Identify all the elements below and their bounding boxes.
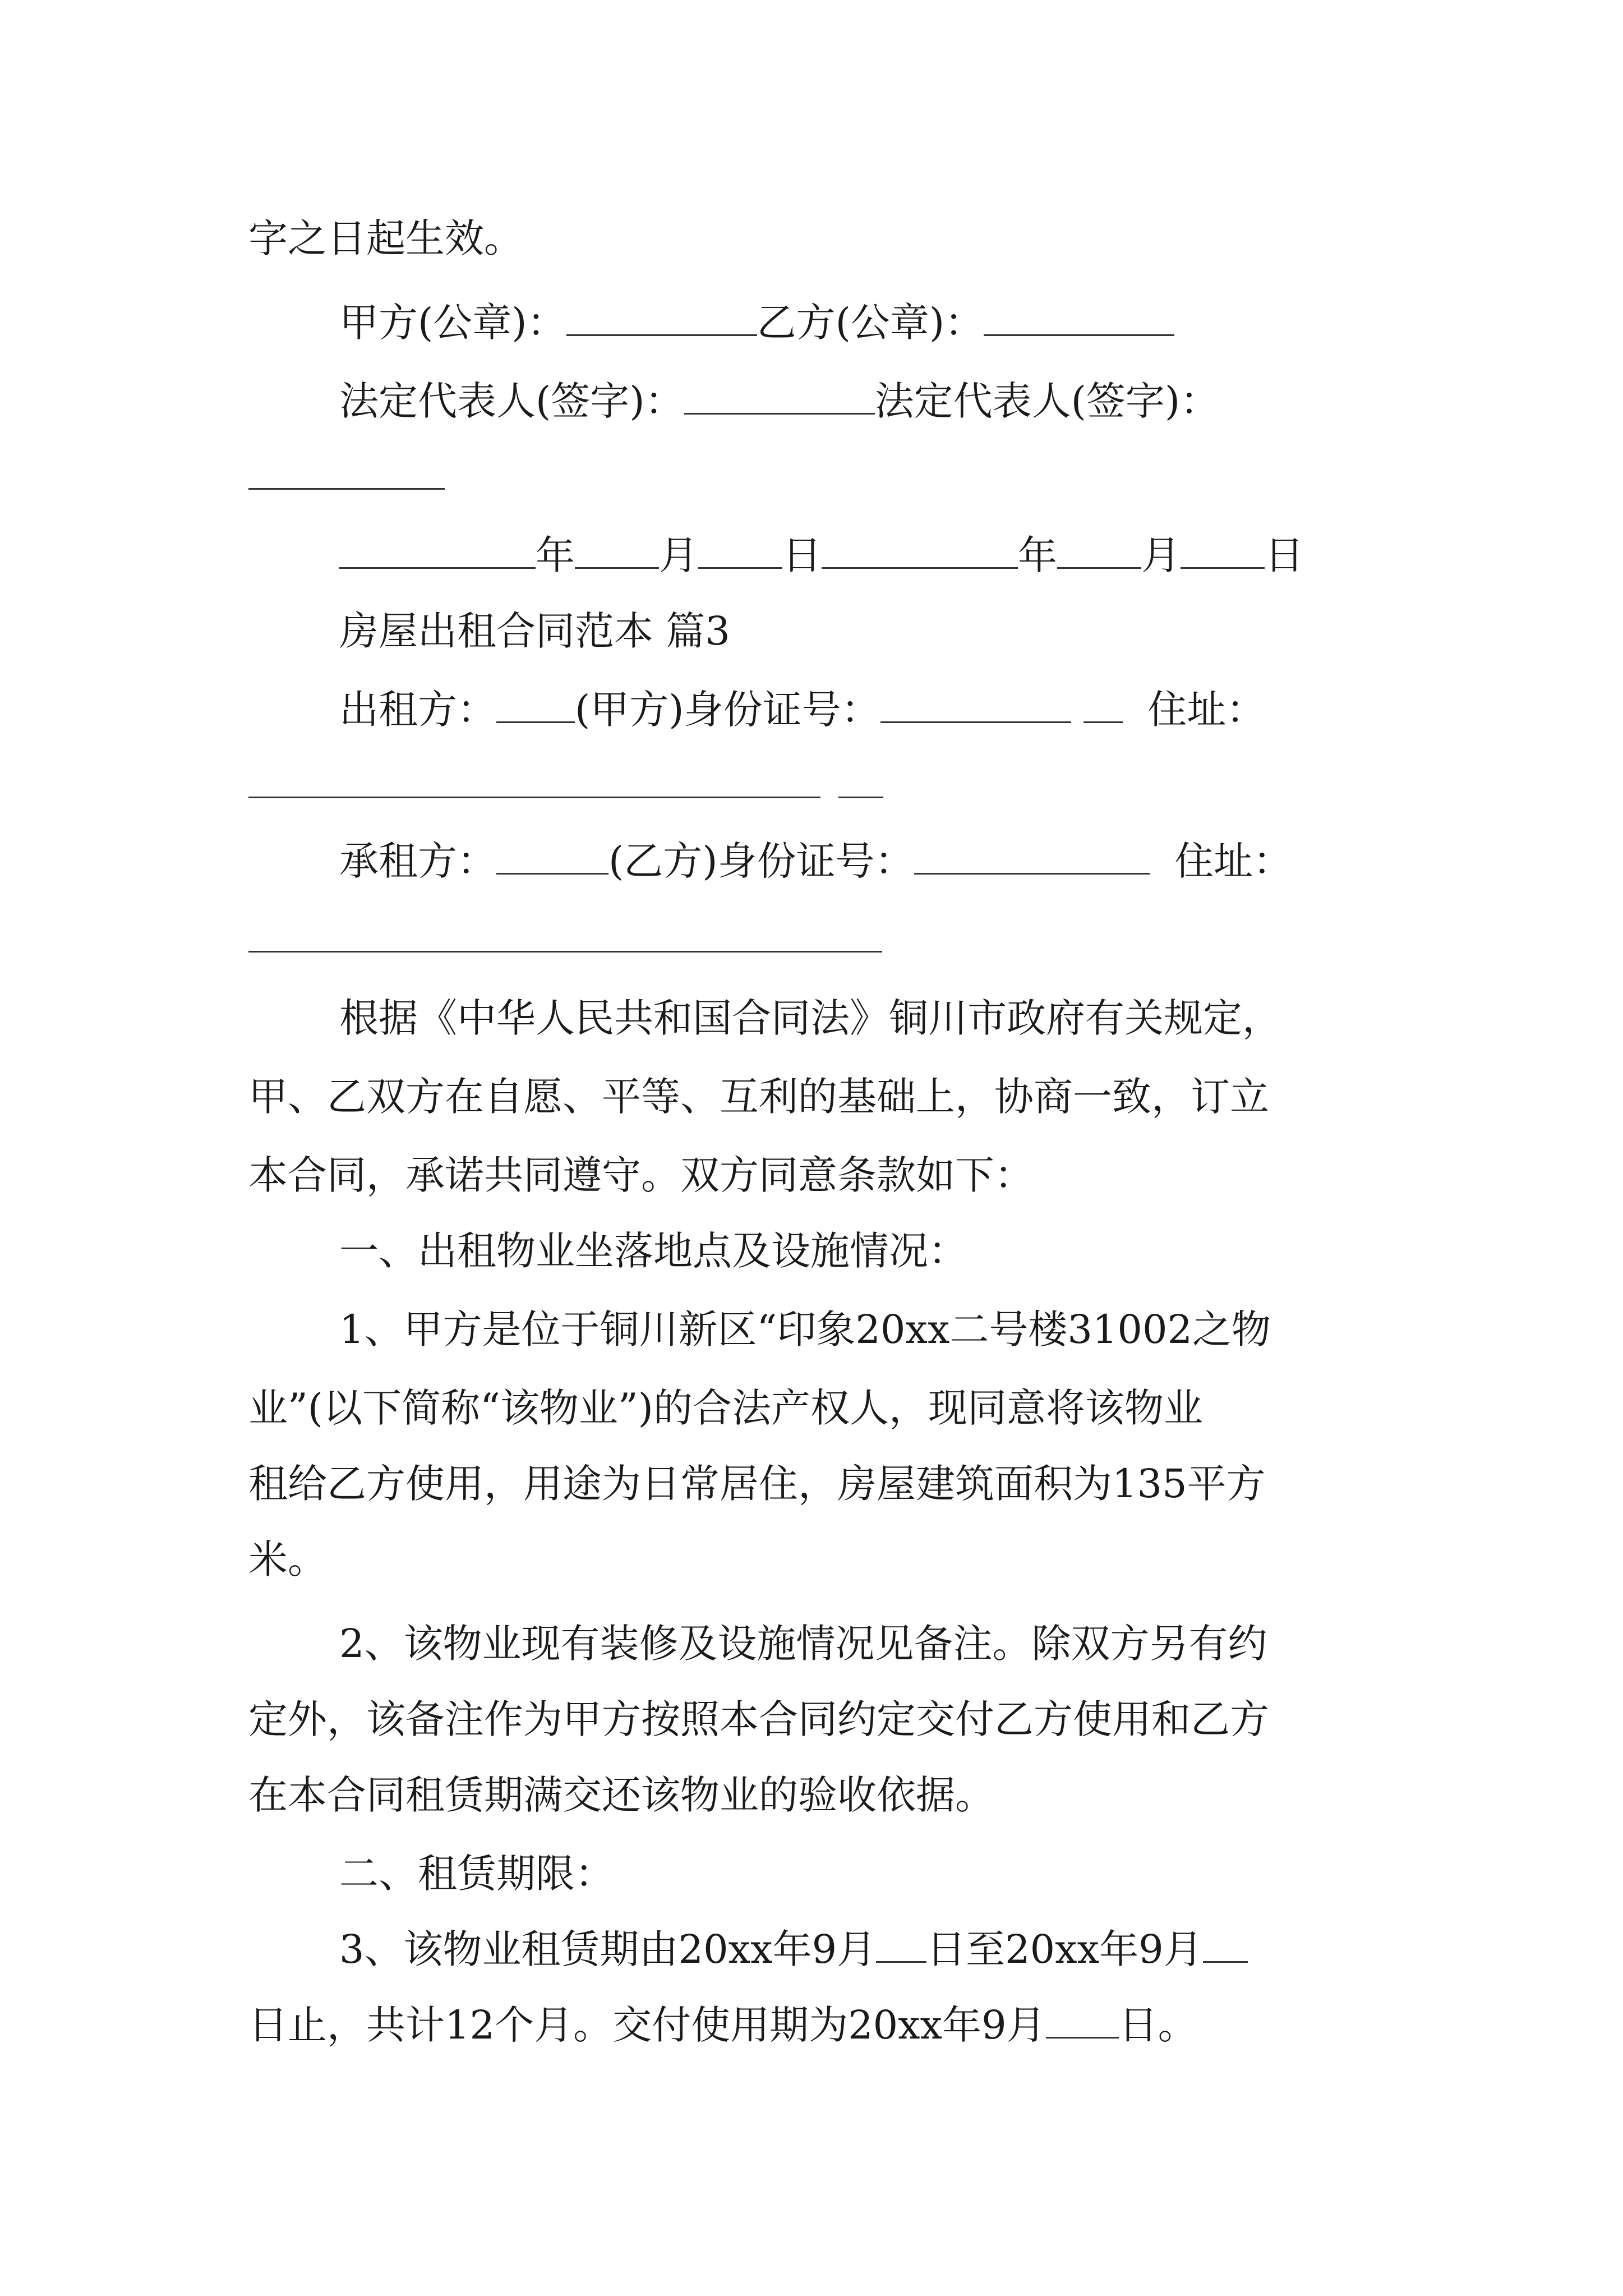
- paragraph-line: 日止，共计12个月。交付使用期为20xx年9月 日。: [248, 2002, 1197, 2048]
- end-day-blank: [1203, 1926, 1248, 1963]
- day-blank-2: [1181, 532, 1265, 569]
- month-blank: [575, 532, 659, 569]
- year-blank-2: [822, 532, 1018, 569]
- lessor-id-blank: [880, 687, 1071, 723]
- section-heading: 房屋出租合同范本 篇3: [339, 608, 730, 654]
- party-a-seal-blank: [566, 300, 757, 336]
- paragraph-line: 在本合同租赁期满交还该物业的验收依据。: [248, 1772, 994, 1818]
- delivery-day-blank: [1046, 2002, 1119, 2039]
- seal-line: 甲方(公章)： 乙方(公章)：: [339, 283, 1483, 362]
- representative-line: 法定代表人(签字)： 法定代表人(签字)：: [339, 378, 1220, 424]
- paragraph-line: 1、甲方是位于铜川新区“印象20xx二号楼31002之物: [339, 1306, 1271, 1352]
- paragraph-line: 定外，该备注作为甲方按照本合同约定交付乙方使用和乙方: [248, 1696, 1269, 1742]
- lessee-line: 承租方： (乙方)身份证号： 住址：: [339, 838, 1293, 884]
- start-day-blank: [876, 1926, 926, 1963]
- lessee-id-blank: [914, 838, 1150, 875]
- paragraph-line: 租给乙方使用，用途为日常居住，房屋建筑面积为135平方: [248, 1461, 1266, 1507]
- party-b-rep-blank: [248, 488, 445, 490]
- text-line-effective: 字之日起生效。: [248, 215, 523, 261]
- date-line: 年 月 日 年 月 日: [339, 516, 1483, 595]
- lessor-line: 出租方： (甲方)身份证号： 住址：: [339, 687, 1266, 733]
- paragraph-line: 2、该物业现有装修及设施情况见备注。除双方另有约: [339, 1621, 1267, 1667]
- paragraph-line: 业”(以下简称“该物业”)的合法产权人，现同意将该物业: [248, 1385, 1203, 1431]
- lessee-address-blank: [248, 951, 882, 953]
- lessor-name-blank: [496, 687, 575, 723]
- paragraph-line: 根据《中华人民共和国合同法》铜川市政府有关规定，: [339, 995, 1281, 1041]
- party-b-seal-blank: [984, 300, 1174, 336]
- lessee-name-blank: [496, 838, 608, 875]
- clause-heading-2: 二、租赁期限：: [339, 1851, 614, 1897]
- year-blank: [339, 532, 536, 569]
- day-blank: [698, 532, 782, 569]
- month-blank-2: [1057, 532, 1141, 569]
- paragraph-line: 3、该物业租赁期由20xx年9月 日至20xx年9月: [339, 1910, 1483, 1989]
- paragraph-line: 米。: [248, 1536, 327, 1582]
- paragraph-line: 本合同，承诺共同遵守。双方同意条款如下：: [248, 1152, 1034, 1198]
- paragraph-line: 甲、乙双方在自愿、平等、互利的基础上，协商一致，订立: [248, 1074, 1269, 1120]
- clause-heading-1: 一、出租物业坐落地点及设施情况：: [339, 1228, 967, 1274]
- lessor-address-blank: [248, 797, 820, 798]
- party-a-rep-blank: [684, 378, 875, 415]
